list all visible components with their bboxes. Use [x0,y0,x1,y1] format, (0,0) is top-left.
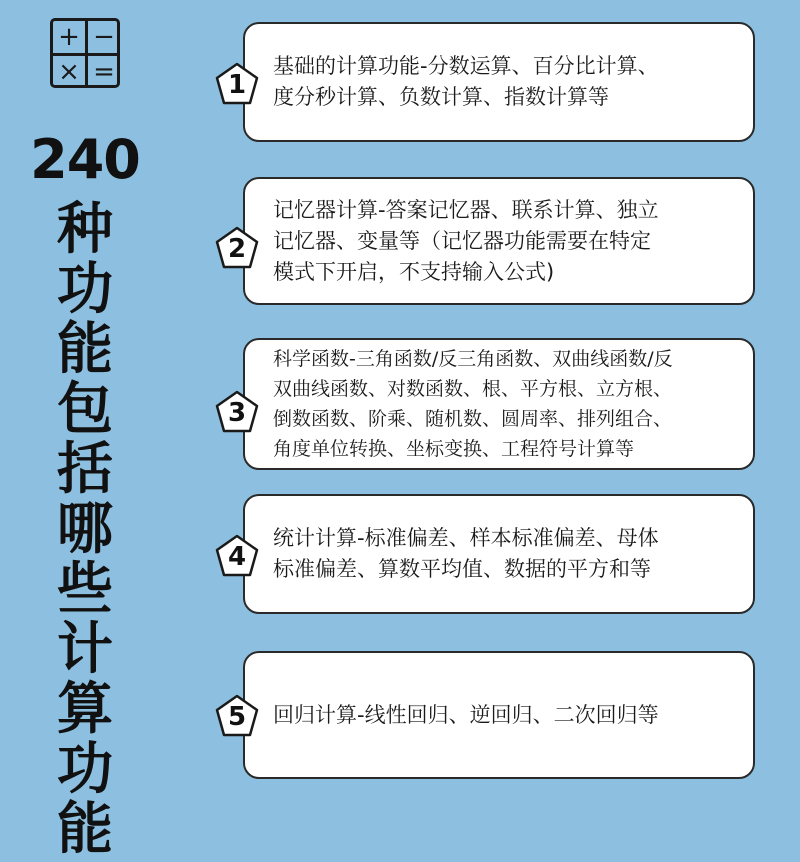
equals-icon: = [93,57,115,87]
minus-icon: − [93,22,115,52]
number-badge-2 [215,226,259,270]
headline-char: 算 [57,677,113,742]
feature-card-4 [243,494,755,614]
calculator-icon [50,18,120,88]
feature-text: 科学函数-三角函数/反三角函数、双曲线函数/反 双曲线函数、对数函数、根、平方根、立方根、 倒数函数、阶乘、随机数、圆周率、排列组合、 角度单位转换、坐标变换、工程符号计算等 [273,348,673,460]
headline-char: 功 [57,737,113,802]
badge-number: 2 [227,234,247,264]
vertical-headline [40,197,130,862]
feature-card-5 [243,651,755,779]
headline-char: 括 [57,437,113,502]
feature-text: 回归计算-线性回归、逆回归、二次回归等 [273,702,659,727]
badge-number: 1 [227,70,247,100]
headline-char: 能 [57,797,113,862]
headline-char: 计 [57,617,113,682]
feature-card-3 [243,338,755,470]
badge-number: 4 [227,542,247,572]
headline-char: 种 [57,197,113,262]
number-badge-1 [215,62,259,106]
feature-text: 记忆器计算-答案记忆器、联系计算、独立 记忆器、变量等（记忆器功能需要在特定 模式下开启，不支持输入公式) [273,197,659,284]
headline-char: 哪 [57,497,113,562]
headline-char: 能 [57,317,113,382]
feature-card-1 [243,22,755,142]
feature-text: 基础的计算功能-分数运算、百分比计算、 度分秒计算、负数计算、指数计算等 [273,54,659,109]
plus-icon: + [58,22,80,52]
function-count: 240 [30,128,140,191]
number-badge-3 [215,390,259,434]
badge-number: 5 [227,702,247,732]
feature-card-2 [243,177,755,305]
badge-number: 3 [227,398,247,428]
multiply-icon: × [58,57,80,87]
number-badge-4 [215,534,259,578]
headline-char: 包 [57,377,113,442]
number-badge-5 [215,694,259,738]
headline-char: 功 [57,257,113,322]
headline-char: 些 [57,557,113,622]
feature-text: 统计计算-标准偏差、样本标准偏差、母体 标准偏差、算数平均值、数据的平方和等 [273,526,659,581]
